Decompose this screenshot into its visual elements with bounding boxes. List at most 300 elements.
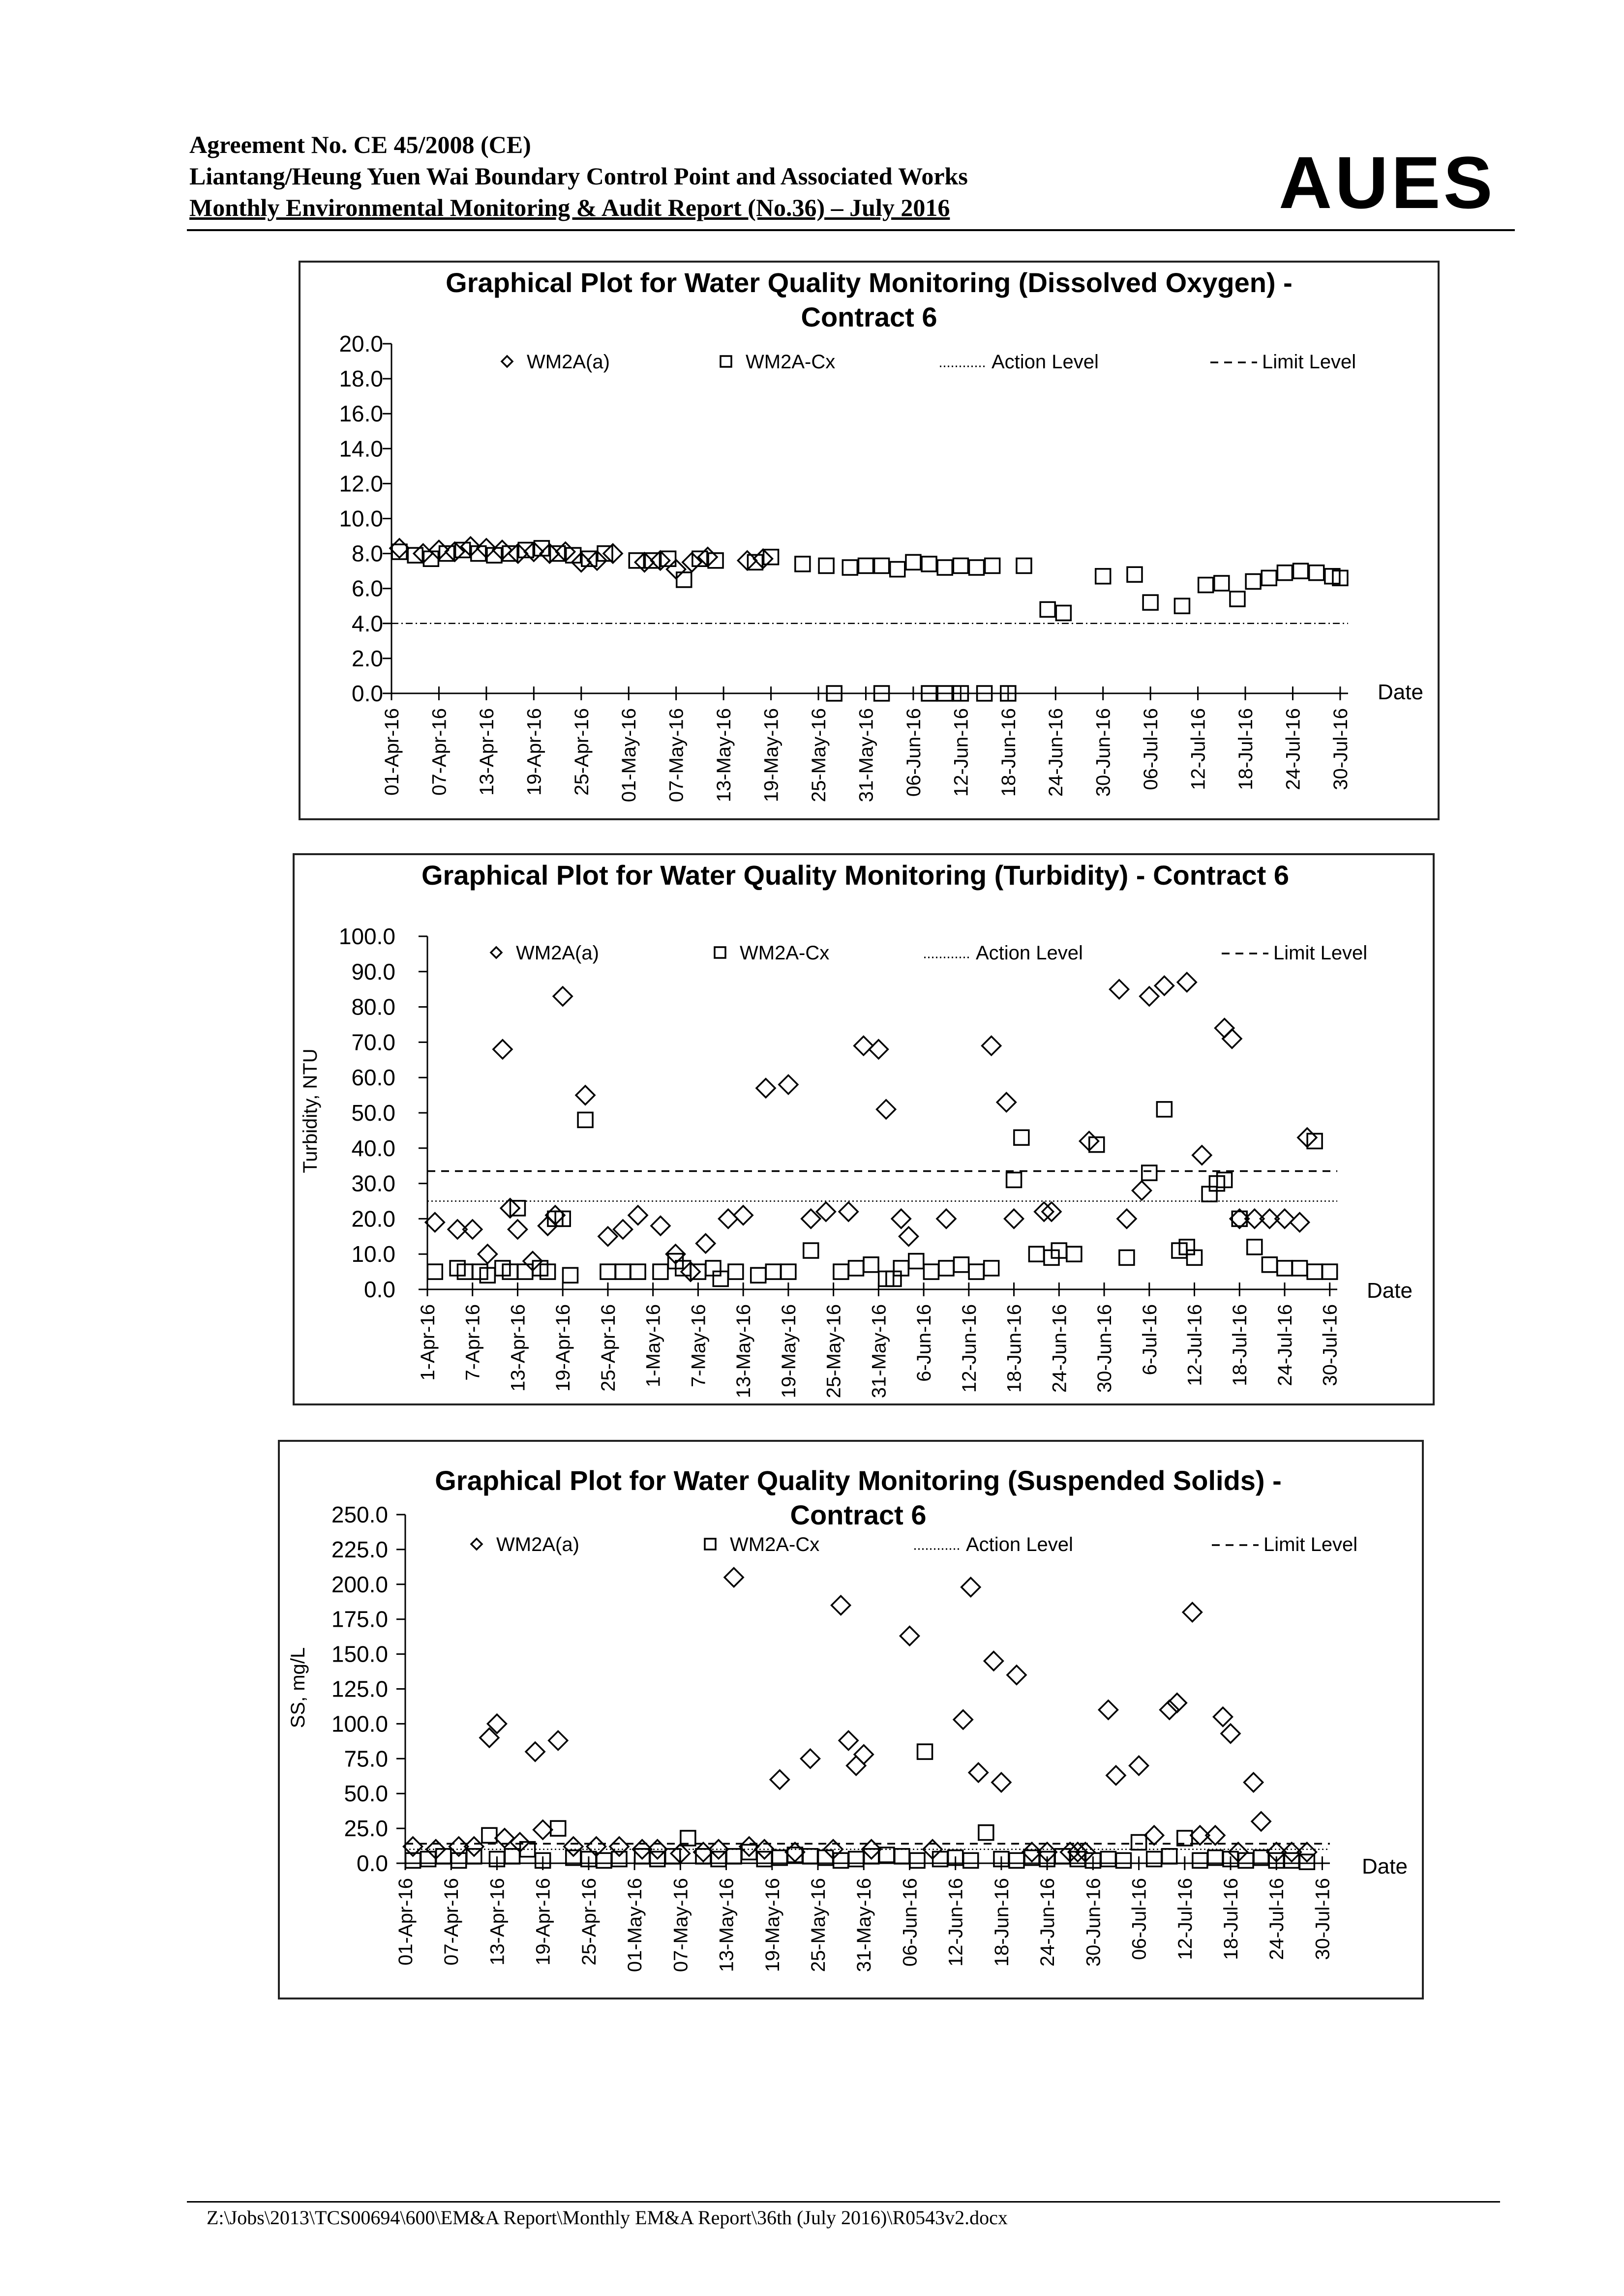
data-point-diamond [651, 1217, 670, 1235]
data-point-diamond [1099, 1700, 1117, 1719]
y-axis-label: Turbidity, NTU [300, 1048, 321, 1173]
x-tick-label: 25-May-16 [823, 1304, 845, 1399]
y-tick-label: 200.0 [331, 1571, 388, 1597]
y-tick-label: 60.0 [351, 1065, 395, 1091]
y-tick-label: 40.0 [351, 1135, 395, 1161]
data-point-diamond [1007, 1666, 1026, 1684]
data-point-diamond [1223, 1029, 1241, 1048]
y-tick-label: 0.0 [357, 1850, 388, 1876]
chart-dissolved-oxygen [299, 261, 1440, 820]
data-point-square [551, 1821, 566, 1836]
data-point-diamond [954, 1710, 972, 1729]
y-tick-label: 90.0 [351, 958, 395, 984]
x-tick-label: 18-Jul-16 [1235, 708, 1257, 790]
x-tick-label: 12-Jul-16 [1187, 708, 1209, 790]
chart-title: Contract 6 [790, 1499, 927, 1530]
chart-title: Contract 6 [801, 301, 937, 332]
legend-label: Action Level [976, 942, 1083, 964]
data-point-diamond [1177, 973, 1196, 991]
chart-suspended-solids [278, 1440, 1424, 1999]
data-point-square [427, 1264, 442, 1279]
x-tick-label: 13-Apr-16 [486, 1878, 509, 1966]
x-tick-label: 24-Jun-16 [1049, 1304, 1071, 1393]
data-point-diamond [997, 1093, 1016, 1111]
data-point-square [728, 1264, 743, 1279]
agreement-number: Agreement No. CE 45/2008 (CE) [189, 131, 531, 158]
data-point-square [421, 1851, 436, 1866]
data-point-diamond [984, 1652, 1003, 1670]
x-tick-label: 30-Jun-16 [1094, 1304, 1116, 1393]
data-point-square [1262, 1257, 1277, 1272]
chart-title: Graphical Plot for Water Quality Monitoring (Suspended Solids) - [435, 1465, 1282, 1496]
data-point-square [1116, 1853, 1131, 1868]
data-point-square [1007, 1172, 1022, 1187]
chart-svg-do [301, 263, 1438, 818]
y-tick-label: 10.0 [351, 1241, 395, 1267]
y-tick-label: 50.0 [351, 1100, 395, 1126]
x-tick-label: 18-Jul-16 [1229, 1304, 1251, 1386]
x-tick-label: 07-May-16 [670, 1878, 692, 1972]
data-point-diamond [1107, 1766, 1125, 1785]
data-point-square [969, 1264, 984, 1279]
y-tick-label: 250.0 [331, 1502, 388, 1527]
data-point-diamond [937, 1209, 956, 1228]
data-point-diamond [962, 1578, 980, 1596]
y-tick-label: 80.0 [351, 994, 395, 1020]
legend-label: WM2A(a) [527, 351, 610, 373]
x-tick-label: 18-Jun-16 [1003, 1304, 1025, 1393]
data-point-square [612, 1851, 627, 1866]
x-tick-label: 24-Jul-16 [1282, 708, 1304, 790]
y-tick-label: 50.0 [344, 1781, 388, 1807]
y-tick-label: 10.0 [339, 506, 383, 532]
data-point-square [909, 1254, 924, 1269]
x-tick-label: 06-Jul-16 [1128, 1878, 1150, 1960]
series-wm2a-a [425, 973, 1317, 1281]
y-tick-label: 18.0 [339, 366, 383, 392]
legend-label: WM2A-Cx [730, 1534, 820, 1555]
legend-label: Limit Level [1263, 1534, 1358, 1555]
data-point-square [1307, 1264, 1322, 1279]
x-tick-label: 13-Apr-16 [476, 708, 498, 796]
data-point-square [1174, 598, 1189, 613]
data-point-square [482, 1828, 497, 1843]
data-point-square [1309, 566, 1324, 580]
data-point-diamond [1213, 1707, 1232, 1726]
data-point-diamond [1132, 1181, 1151, 1200]
y-tick-label: 20.0 [339, 331, 383, 357]
legend-marker-square [715, 947, 725, 958]
legend-label: WM2A-Cx [746, 351, 836, 373]
data-point-square [742, 1845, 756, 1859]
data-point-diamond [629, 1206, 647, 1224]
data-point-square [1293, 564, 1308, 578]
data-point-square [969, 560, 984, 575]
y-tick-label: 30.0 [351, 1170, 395, 1196]
y-tick-label: 12.0 [339, 471, 383, 497]
data-point-square [1277, 1261, 1292, 1276]
data-point-square [819, 558, 834, 573]
x-tick-label: 24-Jul-16 [1266, 1878, 1288, 1960]
x-axis-label: Date [1362, 1854, 1408, 1879]
data-point-square [842, 560, 857, 575]
data-point-square [1247, 1240, 1262, 1254]
y-tick-label: 20.0 [351, 1206, 395, 1232]
y-tick-label: 16.0 [339, 401, 383, 427]
legend-marker-square [721, 356, 731, 367]
data-point-diamond [900, 1627, 919, 1645]
chart-title: Graphical Plot for Water Quality Monitoring (Turbidity) - Contract 6 [421, 860, 1290, 891]
data-point-square [616, 1264, 631, 1279]
data-point-square [848, 1261, 863, 1276]
x-tick-label: 07-Apr-16 [428, 708, 451, 796]
data-point-square [1142, 1165, 1157, 1180]
series-wm2a-cx [392, 541, 1348, 701]
legend-label: Limit Level [1262, 351, 1356, 373]
data-point-diamond [549, 1731, 568, 1750]
x-tick-label: 19-May-16 [778, 1304, 800, 1399]
data-point-square [939, 1261, 954, 1276]
x-tick-label: 30-Jul-16 [1329, 708, 1352, 790]
x-tick-label: 18-Jun-16 [991, 1878, 1013, 1967]
header-divider [187, 229, 1515, 231]
data-point-diamond [877, 1100, 896, 1119]
data-point-diamond [1117, 1209, 1136, 1228]
data-point-diamond [1130, 1756, 1148, 1775]
x-tick-label: 12-Jul-16 [1174, 1878, 1196, 1960]
data-point-diamond [1244, 1773, 1263, 1792]
x-tick-label: 07-May-16 [665, 708, 688, 803]
data-point-diamond [724, 1568, 743, 1587]
data-point-square [631, 1264, 645, 1279]
data-point-diamond [508, 1220, 527, 1239]
data-point-square [726, 1849, 741, 1864]
y-tick-label: 225.0 [331, 1536, 388, 1562]
x-tick-label: 25-May-16 [808, 708, 830, 803]
data-point-square [653, 1264, 668, 1279]
data-point-diamond [1110, 980, 1129, 999]
data-point-diamond [969, 1763, 988, 1782]
data-point-square [1214, 576, 1229, 591]
data-point-square [963, 1853, 978, 1868]
x-tick-label: 1-May-16 [642, 1304, 664, 1387]
x-tick-label: 7-Apr-16 [462, 1304, 484, 1381]
data-point-square [906, 555, 921, 569]
x-tick-label: 01-Apr-16 [395, 1878, 417, 1966]
y-tick-label: 6.0 [352, 575, 383, 601]
data-point-square [1230, 592, 1245, 606]
x-tick-label: 06-Jul-16 [1140, 708, 1162, 790]
data-point-square [874, 558, 889, 573]
data-point-diamond [1035, 1202, 1053, 1221]
data-point-square [1162, 1849, 1177, 1864]
data-point-square [985, 558, 1000, 573]
data-point-square [766, 1264, 781, 1279]
company-logo: AUES [1279, 141, 1496, 224]
data-point-square [984, 1261, 999, 1276]
data-point-square [803, 1849, 817, 1864]
chart-title: Graphical Plot for Water Quality Monitoring (Dissolved Oxygen) - [446, 267, 1293, 298]
data-point-square [895, 1849, 909, 1864]
data-point-square [1009, 1853, 1024, 1868]
data-point-square [864, 1257, 878, 1272]
data-point-square [937, 560, 952, 575]
legend-marker-diamond [502, 356, 512, 367]
data-point-diamond [900, 1227, 918, 1246]
x-tick-label: 30-Jul-16 [1319, 1304, 1341, 1386]
data-point-square [510, 1201, 525, 1216]
x-tick-label: 13-Apr-16 [507, 1304, 529, 1392]
y-tick-label: 8.0 [352, 540, 383, 567]
data-point-diamond [869, 1040, 888, 1059]
series-wm2a-a [404, 1568, 1317, 1863]
data-point-diamond [982, 1037, 1001, 1055]
data-point-square [979, 1825, 993, 1840]
legend-label: WM2A-Cx [740, 942, 830, 964]
legend-label: Limit Level [1273, 942, 1368, 964]
x-tick-label: 6-Jun-16 [913, 1304, 935, 1382]
y-tick-label: 100.0 [338, 924, 395, 949]
data-point-square [601, 1264, 615, 1279]
footer-divider [187, 2201, 1500, 2203]
data-point-square [635, 1849, 650, 1864]
x-tick-label: 30-Jun-16 [1083, 1878, 1105, 1967]
data-point-diamond [1168, 1694, 1186, 1712]
data-point-square [1238, 1853, 1253, 1868]
y-tick-label: 150.0 [331, 1641, 388, 1667]
chart-legend [502, 351, 1356, 373]
data-point-diamond [854, 1037, 873, 1055]
legend-label: Action Level [966, 1534, 1073, 1555]
data-point-diamond [1221, 1724, 1240, 1743]
x-tick-label: 01-May-16 [618, 708, 640, 803]
data-point-square [918, 1744, 932, 1759]
data-point-diamond [1145, 1826, 1164, 1845]
x-tick-label: 31-May-16 [853, 1878, 875, 1972]
data-point-square [423, 551, 438, 566]
data-point-diamond [696, 1234, 715, 1253]
data-point-diamond [1140, 987, 1159, 1006]
data-point-square [563, 1268, 577, 1282]
x-tick-label: 1-Apr-16 [417, 1304, 439, 1381]
y-tick-label: 70.0 [351, 1029, 395, 1055]
data-point-square [1119, 1250, 1134, 1265]
data-point-square [1101, 1851, 1115, 1866]
x-tick-label: 24-Jun-16 [1045, 708, 1067, 797]
legend-label: Action Level [992, 351, 1099, 373]
data-point-diamond [1193, 1146, 1211, 1164]
data-point-square [834, 1264, 848, 1279]
x-tick-label: 07-Apr-16 [441, 1878, 463, 1966]
data-point-diamond [832, 1596, 850, 1614]
data-point-diamond [425, 1213, 444, 1232]
y-tick-label: 75.0 [344, 1746, 388, 1772]
x-tick-label: 19-Apr-16 [532, 1878, 554, 1966]
x-tick-label: 25-May-16 [808, 1878, 830, 1972]
x-tick-label: 06-Jun-16 [899, 1878, 921, 1967]
legend-marker-square [705, 1539, 716, 1550]
data-point-square [1199, 578, 1213, 593]
x-tick-label: 30-Jul-16 [1312, 1878, 1334, 1960]
x-tick-label: 12-Jul-16 [1184, 1304, 1206, 1386]
x-tick-label: 06-Jun-16 [902, 708, 925, 797]
y-tick-label: 14.0 [339, 436, 383, 462]
data-point-diamond [1042, 1202, 1061, 1221]
data-point-diamond [801, 1749, 819, 1768]
data-point-diamond [992, 1773, 1011, 1792]
data-point-square [953, 558, 968, 573]
chart-legend [491, 942, 1367, 964]
y-tick-label: 100.0 [331, 1711, 388, 1737]
series-wm2a-cx [406, 1744, 1315, 1869]
x-axis-label: Date [1378, 680, 1423, 704]
data-point-square [1293, 1261, 1307, 1276]
x-tick-label: 01-Apr-16 [381, 708, 403, 796]
x-tick-label: 01-May-16 [624, 1878, 646, 1972]
data-point-square [1193, 1853, 1207, 1868]
data-point-diamond [779, 1075, 798, 1094]
y-axis-label: SS, mg/L [287, 1647, 309, 1729]
x-tick-label: 13-May-16 [733, 1304, 755, 1399]
data-point-square [1056, 605, 1071, 620]
x-tick-label: 25-Apr-16 [597, 1304, 619, 1392]
data-point-square [795, 557, 810, 571]
y-tick-label: 2.0 [352, 645, 383, 671]
chart-turbidity [293, 853, 1435, 1405]
data-point-diamond [1291, 1213, 1309, 1232]
x-tick-label: 12-Jun-16 [945, 1878, 967, 1967]
x-tick-label: 25-Apr-16 [578, 1878, 600, 1966]
legend-label: WM2A(a) [516, 942, 599, 964]
x-tick-label: 19-Apr-16 [552, 1304, 574, 1392]
data-point-diamond [756, 1079, 775, 1098]
y-tick-label: 175.0 [331, 1606, 388, 1632]
data-point-square [933, 1851, 948, 1866]
data-point-diamond [1005, 1209, 1023, 1228]
data-point-square [1262, 570, 1276, 585]
data-point-diamond [1215, 1019, 1234, 1038]
data-point-diamond [1252, 1812, 1270, 1831]
x-axis-label: Date [1367, 1279, 1413, 1303]
y-tick-label: 0.0 [352, 681, 383, 706]
data-point-square [1132, 1835, 1146, 1849]
data-point-diamond [1155, 977, 1173, 995]
x-tick-label: 6-Jul-16 [1139, 1304, 1161, 1375]
data-point-diamond [1160, 1700, 1179, 1719]
data-point-diamond [839, 1731, 858, 1750]
data-point-diamond [576, 1086, 595, 1104]
data-point-square [922, 557, 936, 571]
series-wm2a-cx [427, 1102, 1337, 1286]
data-point-square [505, 1849, 520, 1864]
data-point-diamond [534, 1820, 552, 1839]
x-tick-label: 31-May-16 [868, 1304, 890, 1399]
data-point-square [849, 1851, 864, 1866]
x-tick-label: 19-Apr-16 [523, 708, 545, 796]
legend-marker-diamond [491, 947, 502, 958]
data-point-square [578, 1112, 593, 1127]
data-point-diamond [719, 1209, 738, 1228]
data-point-square [781, 1264, 796, 1279]
data-point-square [1323, 1264, 1337, 1279]
data-point-square [1096, 569, 1111, 584]
x-tick-label: 24-Jul-16 [1274, 1304, 1296, 1386]
legend-marker-diamond [471, 1539, 482, 1550]
data-point-square [924, 1264, 938, 1279]
x-tick-label: 25-Apr-16 [571, 708, 593, 796]
data-point-square [691, 1264, 705, 1279]
x-tick-label: 31-May-16 [855, 708, 877, 803]
data-point-square [890, 562, 905, 577]
y-tick-label: 25.0 [344, 1816, 388, 1842]
data-point-square [804, 1243, 818, 1258]
data-point-square [864, 1849, 879, 1864]
data-point-diamond [734, 1206, 752, 1224]
data-point-square [1014, 1130, 1029, 1145]
data-point-diamond [892, 1209, 910, 1228]
x-tick-label: 13-May-16 [716, 1878, 738, 1972]
data-point-square [597, 1853, 611, 1868]
data-point-square [1147, 1851, 1162, 1866]
data-point-square [1246, 574, 1261, 589]
data-point-diamond [553, 987, 572, 1006]
data-point-diamond [493, 1040, 512, 1059]
data-point-square [954, 1257, 969, 1272]
data-point-square [1127, 567, 1142, 582]
y-tick-label: 0.0 [364, 1277, 395, 1302]
data-point-square [858, 558, 873, 573]
y-tick-label: 4.0 [352, 610, 383, 636]
data-point-square [1143, 595, 1158, 610]
chart-legend [471, 1534, 1357, 1555]
data-point-diamond [770, 1770, 789, 1789]
x-tick-label: 12-Jun-16 [950, 708, 972, 797]
data-point-diamond [839, 1202, 858, 1221]
x-tick-label: 19-May-16 [760, 708, 782, 803]
file-path: Z:\Jobs\2013\TCS00694\600\EM&A Report\Monthly EM&A Report\36th (July 2016)\R0543v2.docx [207, 2207, 1008, 2229]
data-point-square [751, 1268, 766, 1282]
data-point-square [1067, 1247, 1082, 1261]
x-tick-label: 24-Jun-16 [1037, 1878, 1059, 1967]
y-tick-label: 125.0 [331, 1676, 388, 1702]
data-point-diamond [854, 1745, 873, 1764]
data-point-square [518, 1264, 533, 1279]
x-tick-label: 30-Jun-16 [1092, 708, 1114, 797]
chart-svg-ss [280, 1442, 1422, 1998]
data-point-diamond [1183, 1603, 1202, 1622]
x-tick-label: 18-Jun-16 [997, 708, 1020, 797]
data-point-square [1157, 1102, 1172, 1117]
data-point-square [1277, 566, 1292, 580]
project-title: Liantang/Heung Yuen Wai Boundary Control Point and Associated Works [189, 162, 968, 190]
data-point-square [1029, 1247, 1044, 1261]
x-tick-label: 12-Jun-16 [958, 1304, 980, 1393]
data-point-diamond [847, 1756, 866, 1775]
data-point-diamond [526, 1742, 544, 1761]
data-point-square [1040, 602, 1055, 617]
x-tick-label: 13-May-16 [713, 708, 735, 803]
data-point-square [1017, 558, 1031, 573]
x-tick-label: 7-May-16 [688, 1304, 710, 1387]
data-point-square [910, 1853, 925, 1868]
x-tick-label: 18-Jul-16 [1220, 1878, 1242, 1960]
data-point-diamond [495, 1829, 514, 1848]
x-tick-label: 19-May-16 [761, 1878, 783, 1972]
legend-label: WM2A(a) [496, 1534, 579, 1555]
data-point-square [677, 572, 692, 587]
chart-svg-turbidity [295, 855, 1433, 1403]
report-title: Monthly Environmental Monitoring & Audit Report (No.36) – July 2016 [189, 194, 950, 221]
